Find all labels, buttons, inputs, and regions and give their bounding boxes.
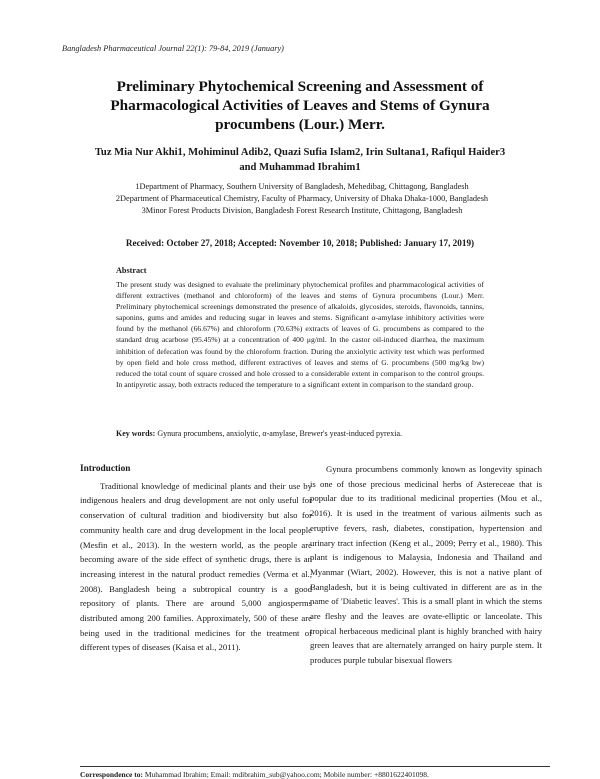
paper-title: Preliminary Phytochemical Screening and Assessment of Pharmacological Activities of Leaves and Stems of Gynura procumbens (Lour.) Merr. [110, 78, 490, 133]
publication-dates: Received: October 27, 2018; Accepted: November 10, 2018; Published: January 17, 2019) [125, 238, 475, 248]
introduction-paragraph-right: Gynura procumbens commonly known as longevity spinach is one of those precious medicinal herbs of Astereceae that is popular due to its traditional medicinal properties (Mou et al., 2016). It is used in the treatment of various ailments such as eruptive fevers, rash, diabetes, constipation, hypertension and urinary tract infection (Keng et al., 2009; Perry et al., 1980). This plant is indigenous to Malaysia, Indonesia and Thailand and Myanmar (Wiart, 2002). However, this is not a native plant of Bangladesh, but it is being cultivated in different are as in the name of 'Diabetic leaves'. This is a small plant in which the stems are fleshy and the leaves are ovate-elliptic or lanceolate. This tropical herbaceous medicinal plant is highly branched with hairy green leaves that are alternately arranged on hairy purple stem. It produces purple tubular bisexual flowers [310, 464, 542, 666]
abstract-heading: Abstract [116, 266, 147, 275]
left-column [80, 462, 312, 655]
keywords [116, 429, 496, 438]
footnote-label: Correspondence to: [80, 770, 143, 779]
introduction-heading: Introduction [80, 464, 131, 474]
affiliation-2: 2Department of Pharmaceutical Chemistry, Faculty of Pharmacy, University of Dhaka Dhaka-1000, Bangladesh [115, 193, 489, 203]
keywords-text: Gynura procumbens, anxiolytic, α-amylase, Brewer's yeast-induced pyrexia. [157, 429, 402, 438]
affiliation-3: 3Minor Forest Products Division, Bangladesh Forest Research Institute, Chittagong, Bangladesh [141, 205, 463, 215]
abstract-text: The present study was designed to evaluate the preliminary phytochemical profiles and pharmmacological activities of different extractives (methanol and chloroform) of the leaves and stems of Gynura procumbens (Lour.) Merr. Preliminary phytochemical screenings demonstrated the presence of alkaloids, glycosides, steroids, flavonoids, tannins, saponins, gums and amides and reducing sugar in leaves and stems. Significant α-amylase inhibitory activities were found by the methanol (66.67%) and chloroform (70.63%) extracts of leaves of G. procumbens as compared to the standard drug acarbose (95.45%) at a concentration of 400 μg/ml. In the castor oil-induced diarrhea, the maximum inhibition of defecation was found by the chloroform fraction. During the anxiolytic activity test which was performed by open field and hole cross method, different extractives of leaves and stems of G. procumbens (500 mg/kg bw) reduced the total count of square crossed and hole crossed to a considerable extent in comparison to the control groups. In antipyretic assay, both extracts reduced the temperature to a significant extent in comparison to the standard group. [116, 280, 484, 389]
affiliation-1: 1Department of Pharmacy, Southern University of Bangladesh, Mehedibag, Chittagong, Bangladesh [135, 182, 469, 191]
affiliations [92, 181, 512, 216]
footnote-text: Muhammad Ibrahim; Email: mdibrahim_sub@yahoo.com; Mobile number: +8801622401098. [144, 770, 429, 779]
journal-citation: Bangladesh Pharmaceutical Journal 22(1): 79-84, 2019 (January) [62, 44, 284, 53]
author-list: Tuz Mia Nur Akhi1, Mohiminul Adib2, Quazi Sufia Islam2, Irin Sultana1, Rafiqul Haider3 and Muhammad Ibrahim1 [94, 147, 506, 173]
footnote-divider [80, 766, 550, 767]
correspondence-footnote [80, 770, 429, 779]
right-column [310, 462, 542, 668]
keywords-label: Key words: [116, 429, 156, 438]
introduction-paragraph-left: Traditional knowledge of medicinal plants and their use by indigenous healers and drug development are not only useful for conservation of cultural tradition and biodiversity but also for community health care and drug development in the local people (Mesfin et al., 2013). In the western world, as the people are becoming aware of the side effect of synthetic drugs, there is an increasing interest in the natural product remedies (Verma et al., 2008). Bangladesh being a subtropical country is a good repository of plants. There are around 5,000 angiosperms distributed among 200 families. Approximately, 500 of these are being used in the traditional medicines for the treatment of different types of diseases (Kaisa et al., 2011). [80, 480, 312, 653]
